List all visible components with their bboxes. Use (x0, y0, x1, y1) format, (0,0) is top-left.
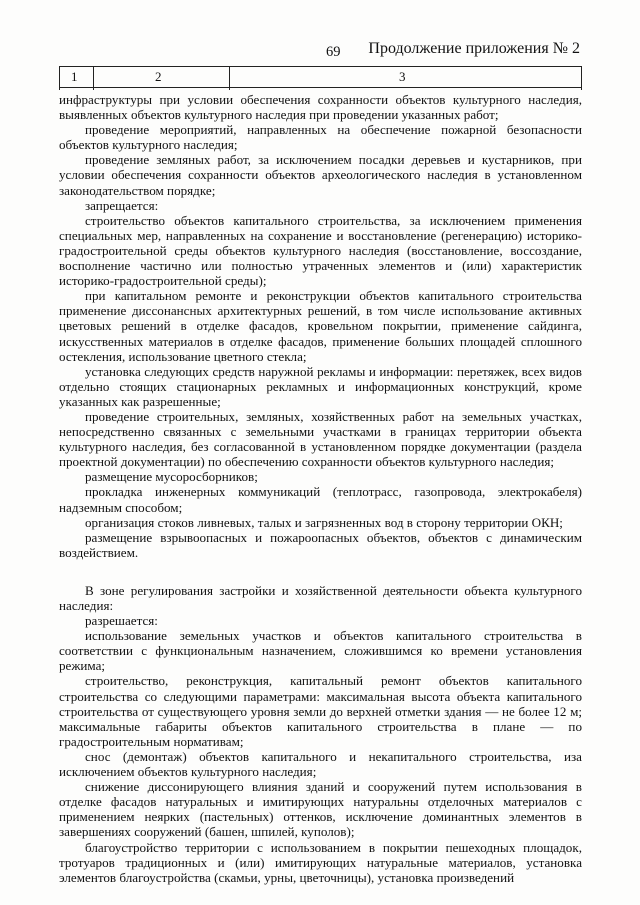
column-divider (59, 67, 60, 90)
document-body (59, 92, 582, 885)
paragraph: инфраструктуры при условии обеспечения сохранности объектов культурного наследия, выявленных объектов культурного наследия при проведении указанных работ; (59, 92, 582, 123)
paragraph: размещение мусоросборников; (85, 469, 258, 485)
page-number: 69 (326, 44, 341, 60)
paragraph: размещение взрывоопасных и пожароопасных объектов, объектов с динамическим воздействием. (59, 529, 582, 560)
appendix-title: Продолжение приложения № 2 (368, 40, 580, 57)
paragraph: прокладка инженерных коммуникаций (теплотрасс, газопровода, электрокабеля) надземным способом; (59, 484, 582, 515)
column-number-3: 3 (399, 69, 406, 84)
paragraph: организация стоков ливневых, талых и загрязненных вод в сторону территории ОКН; (85, 514, 563, 530)
paragraph: при капитальном ремонте и реконструкции объектов капитального строительства применение диссонансных архитектурных решений, в том числе использование активных цветовых решений в отделке фасадов, кровельном покрытии, применение сайдинга, искусственных материалов в отделке фасадов, применение больших площадей сплошного остекления, использование цветного стекла; (59, 288, 582, 364)
paragraph: разрешается: (85, 613, 158, 629)
page-header (0, 40, 640, 62)
column-number-2: 2 (155, 69, 162, 84)
paragraph: строительство объектов капитального строительства, за исключением применения специальных мер, направленных на сохранение и восстановление (регенерацию) историко-градостроительной среды объектов культурного наследия (восстановление, воссоздание, восполнение частично или полностью утраченных элементов и (или) характеристик историко-градостроительной среды); (59, 212, 582, 289)
column-number-1: 1 (71, 69, 78, 84)
paragraph: запрещается: (85, 197, 159, 213)
paragraph: установка следующих средств наружной рекламы и информации: перетяжек, всех видов отдельно стоящих стационарных рекламных и информационных конструкций, кроме указанных как разрешенные; (59, 363, 582, 409)
section-gap (59, 560, 582, 583)
paragraph: проведение строительных, земляных, хозяйственных работ на земельных участках, непосредственно связанных с земельными участками в границах территории объекта культурного наследия, без согласованной в установленном порядке документации (раздела проектной документации) по обеспечению сохранности объектов культурного наследия; (59, 408, 582, 470)
paragraph: проведение мероприятий, направленных на обеспечение пожарной безопасности объектов культурного наследия; (59, 122, 582, 153)
paragraph: снос (демонтаж) объектов капитального и некапитального строительства, иза исключением объектов культурного наследия; (59, 748, 582, 780)
paragraph: благоустройство территории с использованием в покрытии пешеходных площадок, тротуаров традиционных и (или) имитирующих натуральные материалов, установка элементов благоустройства (скамьи, урны, цветочницы), установка произведений (59, 839, 582, 885)
paragraph: строительство, реконструкция, капитальный ремонт объектов капитального строительства со следующими параметрами: максимальная высота объекта капитального строительства от существующего уровня земли до верхней отметки здания — не более 12 м; максимальные габариты объектов капитального строительства в плане — по градостроительным нормативам; (59, 673, 582, 749)
paragraph: снижение диссонирующего влияния зданий и сооружений путем использования в отделке фасадов натуральных и имитирующих натуральны отделочных материалов с применением неярких (пастельных) оттенков, исключение доминантных элементов в завершениях сооружений (башен, шпилей, куполов); (59, 779, 582, 840)
column-header-row (59, 66, 582, 88)
column-divider (93, 67, 94, 90)
paragraph: использование земельных участков и объектов капитального строительства в соответствии с функциональным назначением, сложившимся ко времени установления режима; (59, 628, 582, 674)
column-divider (581, 67, 582, 90)
section-heading: В зоне регулирования застройки и хозяйственной деятельности объекта культурного наследия: (59, 582, 582, 613)
paragraph: проведение земляных работ, за исключением посадки деревьев и кустарников, при условии обеспечения сохранности объектов археологического наследия в установленном законодательством порядке; (59, 152, 582, 198)
column-divider (229, 67, 230, 90)
